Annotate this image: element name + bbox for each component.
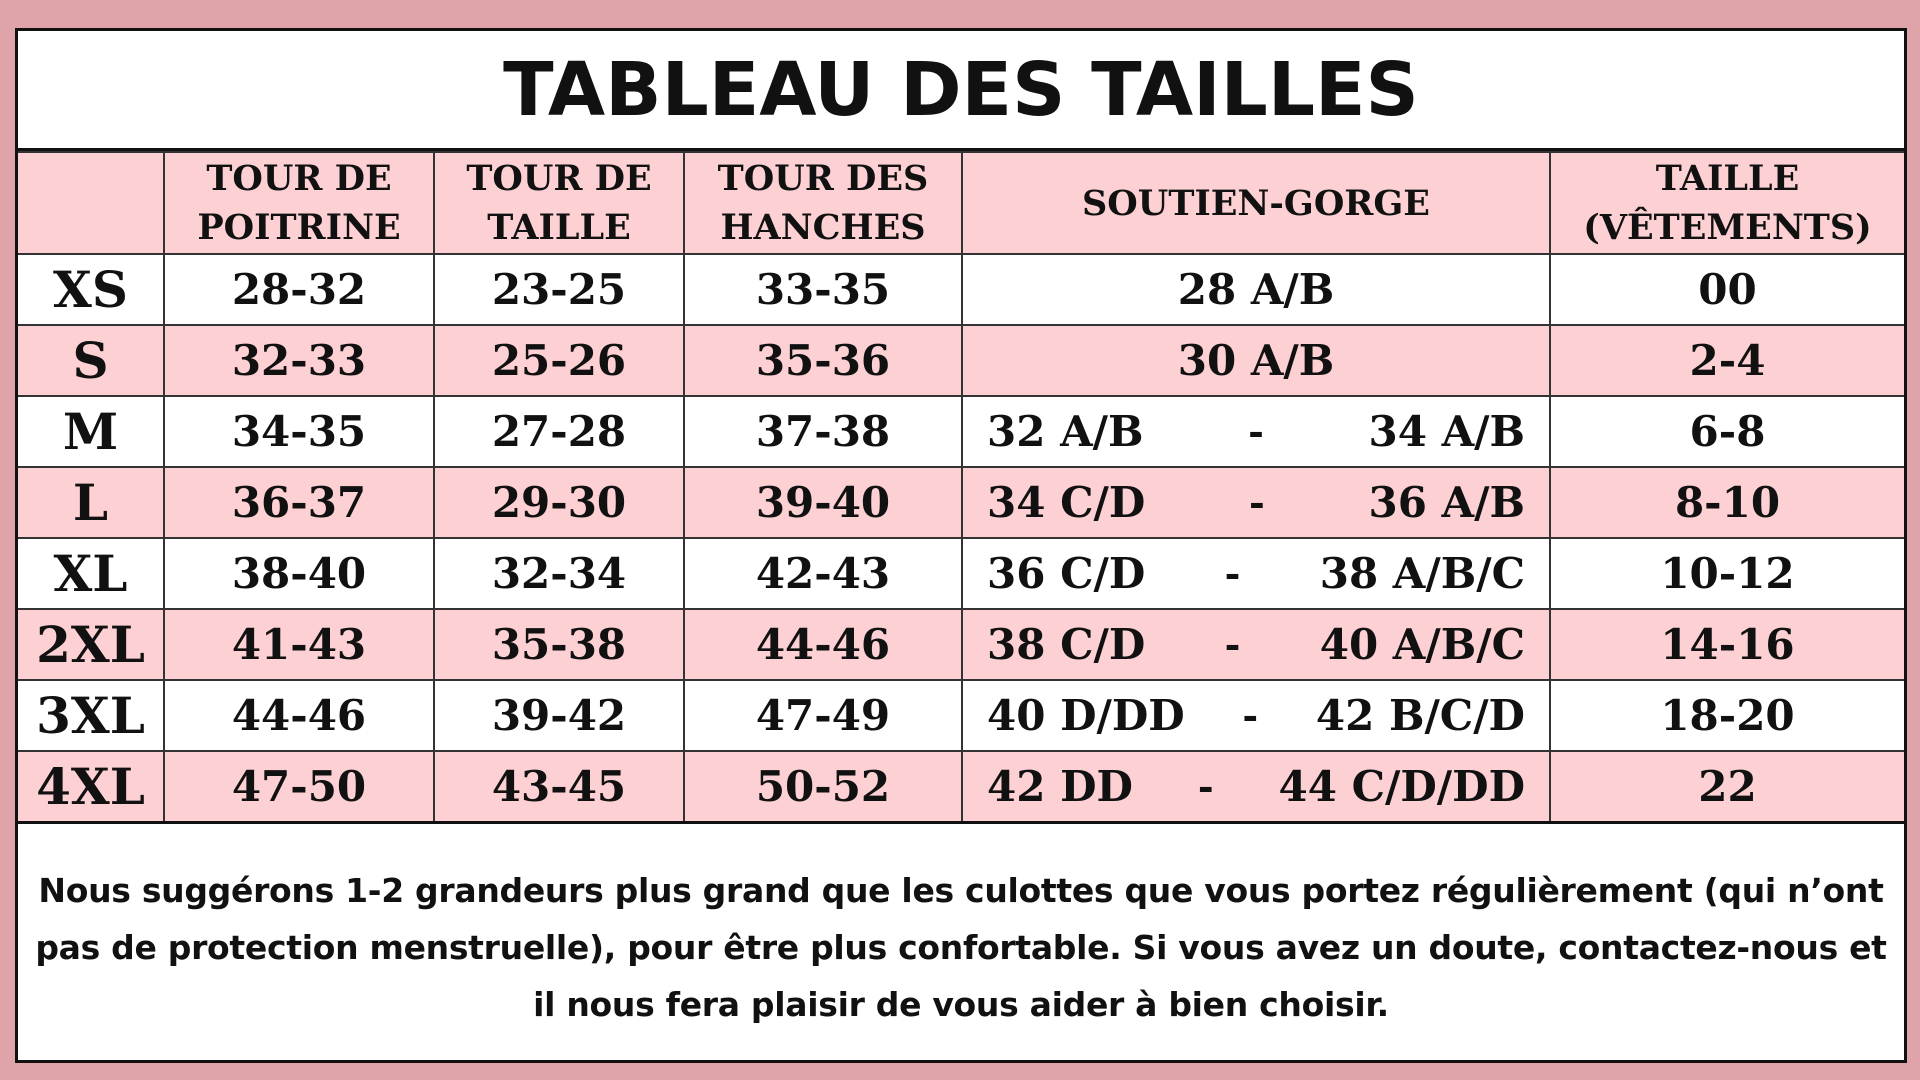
bra-size-to: 34 A/B xyxy=(1368,407,1525,456)
header-hips: TOUR DES HANCHES xyxy=(684,152,962,254)
sizing-note: Nous suggérons 1-2 grandeurs plus grand que les culottes que vous portez régulièrement (qui n’ont pas de protection menstruelle), pour être plus confortable. Si vous avez un doute, contactez-nous et il nous fera plaisir de vous aider à bien choisir. xyxy=(35,871,1887,1024)
header-chest: TOUR DE POITRINE xyxy=(164,152,434,254)
hips-value: 33-35 xyxy=(684,254,962,325)
clothing-size-value: 22 xyxy=(1550,751,1904,823)
bra-size-from: 32 A/B xyxy=(987,407,1144,456)
clothing-size-value: 8-10 xyxy=(1550,467,1904,538)
chest-value: 38-40 xyxy=(164,538,434,609)
bra-size-from: 36 C/D xyxy=(987,549,1146,598)
bra-range-separator: - xyxy=(1242,693,1259,738)
size-label: XS xyxy=(18,254,164,325)
bra-value xyxy=(962,396,1550,467)
bra-range xyxy=(963,549,1549,598)
bra-size-to: 42 B/C/D xyxy=(1315,691,1525,740)
bra-size-to: 38 A/B/C xyxy=(1319,549,1525,598)
bra-range-separator: - xyxy=(1197,764,1214,809)
bra-size-from: 38 C/D xyxy=(987,620,1146,669)
bra-range xyxy=(963,620,1549,669)
size-label: S xyxy=(18,325,164,396)
bra-size-from: 34 C/D xyxy=(987,478,1146,527)
hips-value: 47-49 xyxy=(684,680,962,751)
bra-range xyxy=(963,691,1549,740)
bra-value xyxy=(962,467,1550,538)
bra-range xyxy=(963,265,1549,314)
bra-range-separator: - xyxy=(1224,622,1241,667)
bra-size-from: 42 DD xyxy=(987,762,1133,811)
chest-value: 34-35 xyxy=(164,396,434,467)
waist-value: 27-28 xyxy=(434,396,684,467)
bra-size-to: 44 C/D/DD xyxy=(1278,762,1525,811)
header-clothing: TAILLE (VÊTEMENTS) xyxy=(1550,152,1904,254)
bra-size-from: 30 A/B xyxy=(1177,336,1335,385)
table-row xyxy=(18,751,1904,823)
header-bra: SOUTIEN-GORGE xyxy=(962,152,1550,254)
bra-range-separator: - xyxy=(1224,551,1241,596)
size-label: 4XL xyxy=(18,751,164,823)
waist-value: 43-45 xyxy=(434,751,684,823)
waist-value: 29-30 xyxy=(434,467,684,538)
bra-size-from: 28 A/B xyxy=(1177,265,1335,314)
chest-value: 41-43 xyxy=(164,609,434,680)
waist-value: 32-34 xyxy=(434,538,684,609)
table-row xyxy=(18,254,1904,325)
bra-value xyxy=(962,751,1550,823)
bra-value xyxy=(962,325,1550,396)
header-size xyxy=(18,152,164,254)
bra-size-to: 40 A/B/C xyxy=(1319,620,1525,669)
chest-value: 36-37 xyxy=(164,467,434,538)
header-waist: TOUR DE TAILLE xyxy=(434,152,684,254)
hips-value: 37-38 xyxy=(684,396,962,467)
size-label: XL xyxy=(18,538,164,609)
bra-value xyxy=(962,609,1550,680)
hips-value: 50-52 xyxy=(684,751,962,823)
hips-value: 35-36 xyxy=(684,325,962,396)
table-row xyxy=(18,680,1904,751)
chest-value: 28-32 xyxy=(164,254,434,325)
table-row xyxy=(18,396,1904,467)
chest-value: 32-33 xyxy=(164,325,434,396)
clothing-size-value: 00 xyxy=(1550,254,1904,325)
clothing-size-value: 10-12 xyxy=(1550,538,1904,609)
waist-value: 25-26 xyxy=(434,325,684,396)
bra-range-separator: - xyxy=(1248,409,1264,454)
waist-value: 39-42 xyxy=(434,680,684,751)
waist-value: 35-38 xyxy=(434,609,684,680)
bra-range xyxy=(963,336,1549,385)
hips-value: 42-43 xyxy=(684,538,962,609)
bra-size-to: 36 A/B xyxy=(1368,478,1525,527)
table-header-row xyxy=(18,152,1904,254)
bra-range-separator: - xyxy=(1248,480,1265,525)
size-label: M xyxy=(18,396,164,467)
table-row xyxy=(18,325,1904,396)
bra-value xyxy=(962,538,1550,609)
bra-value xyxy=(962,680,1550,751)
table-row xyxy=(18,538,1904,609)
bra-value xyxy=(962,254,1550,325)
hips-value: 39-40 xyxy=(684,467,962,538)
bra-range xyxy=(963,762,1549,811)
table-row xyxy=(18,467,1904,538)
chest-value: 44-46 xyxy=(164,680,434,751)
size-chart-card xyxy=(15,28,1907,1063)
size-table xyxy=(18,151,1904,824)
size-label: 3XL xyxy=(18,680,164,751)
clothing-size-value: 18-20 xyxy=(1550,680,1904,751)
clothing-size-value: 6-8 xyxy=(1550,396,1904,467)
bra-range xyxy=(963,478,1549,527)
chest-value: 47-50 xyxy=(164,751,434,823)
size-label: 2XL xyxy=(18,609,164,680)
bra-range xyxy=(963,407,1549,456)
hips-value: 44-46 xyxy=(684,609,962,680)
waist-value: 23-25 xyxy=(434,254,684,325)
page-title: TABLEAU DES TAILLES xyxy=(18,31,1904,151)
size-label: L xyxy=(18,467,164,538)
bra-size-from: 40 D/DD xyxy=(987,691,1185,740)
table-row xyxy=(18,609,1904,680)
clothing-size-value: 14-16 xyxy=(1550,609,1904,680)
clothing-size-value: 2-4 xyxy=(1550,325,1904,396)
